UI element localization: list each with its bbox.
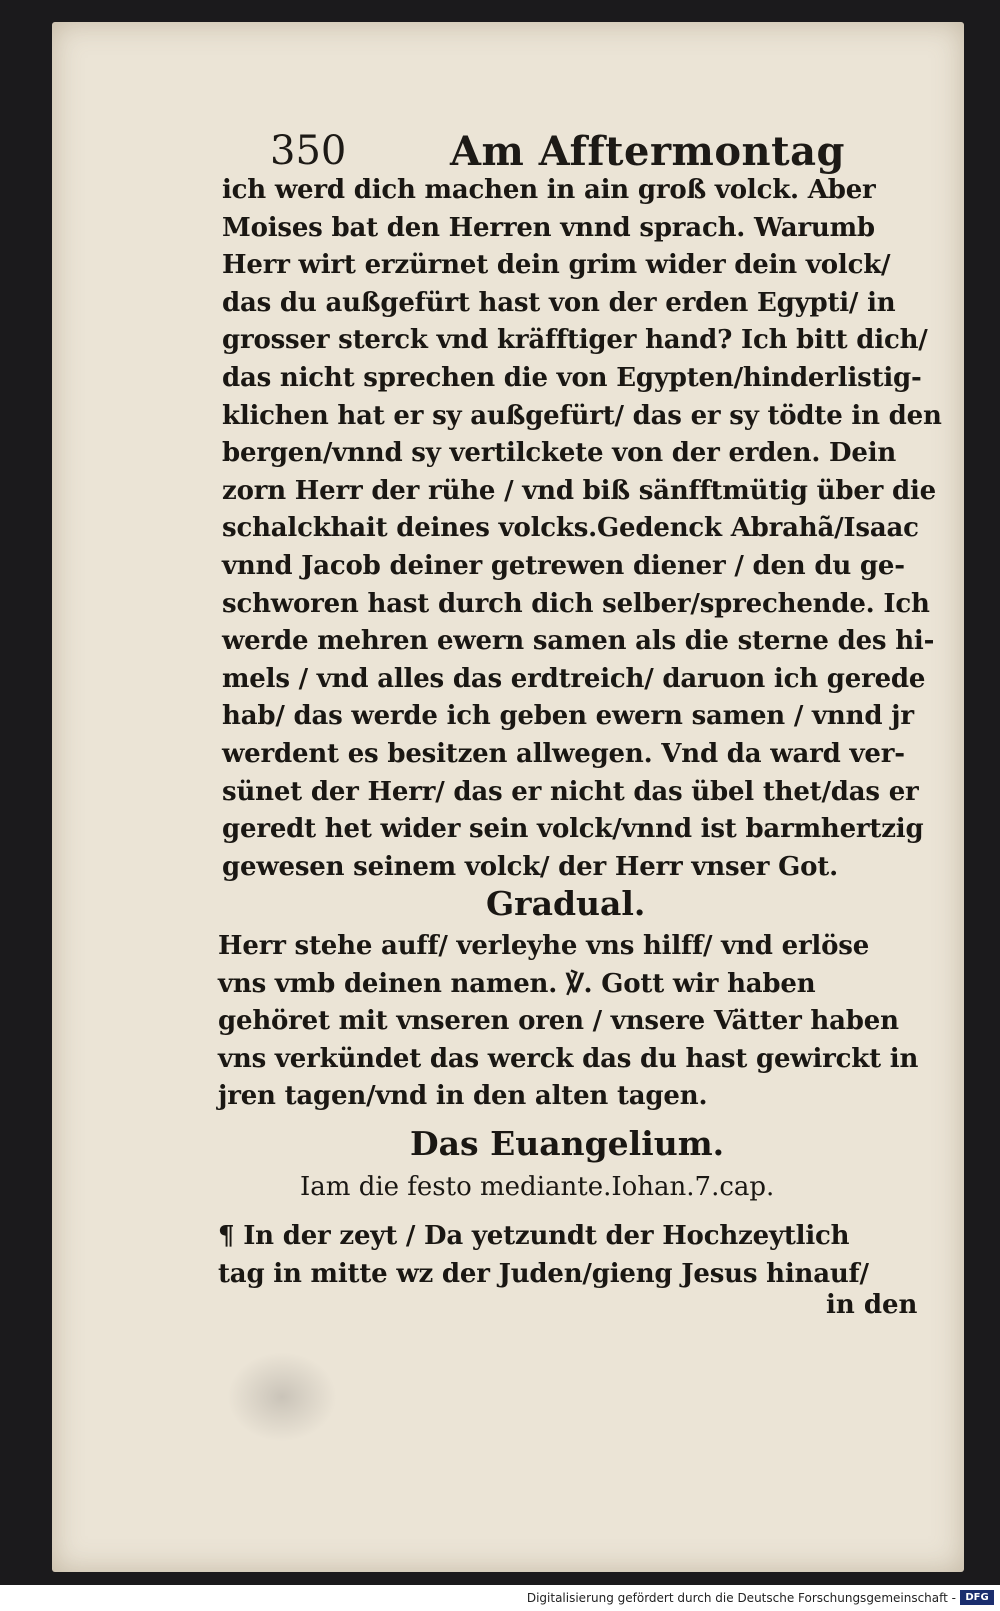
- text-line: tag in mitte wz der Juden/gieng Jesus hinauf/: [218, 1258, 869, 1289]
- funding-credit: Digitalisierung gefördert durch die Deutsche Forschungsgemeinschaft -: [526, 1591, 956, 1605]
- footer-bar: [0, 1585, 1000, 1611]
- text-line: bergen/vnnd sy vertilckete von der erden. Dein: [222, 438, 897, 469]
- text-line: Moises bat den Herren vnnd sprach. Warumb: [222, 212, 875, 243]
- text-line: grosser sterck vnd kräfftiger hand? Ich bitt dich/: [222, 325, 928, 356]
- text-line: Herr stehe auff/ verleyhe vns hilff/ vnd erlöse: [218, 931, 870, 961]
- dfg-logo-icon: DFG: [960, 1590, 994, 1605]
- text-line: das du außgefürt hast von der erden Egypti/ in: [222, 287, 896, 318]
- text-line: vnnd Jacob deiner getrewen diener / den du ge-: [222, 550, 905, 581]
- page-number: 350: [270, 128, 347, 174]
- gospel-heading: Das Euangelium.: [410, 1124, 725, 1163]
- text-line: mels / vnd alles das erdtreich/ daruon ich gerede: [222, 663, 926, 694]
- page-stain: [227, 1352, 337, 1442]
- text-line: klichen hat er sy außgefürt/ das er sy tödte in den: [222, 400, 942, 431]
- gospel-text-block: [218, 1218, 938, 1293]
- text-line: zorn Herr der rühe / vnd biß sänfftmütig über die: [222, 475, 937, 506]
- catchword: in den: [826, 1290, 918, 1320]
- text-line: werdent es besitzen allwegen. Vnd da ward ver-: [222, 738, 905, 769]
- gradual-heading: Gradual.: [486, 884, 646, 923]
- text-line: schworen hast durch dich selber/sprechende. Ich: [222, 588, 930, 619]
- text-line: Herr wirt erzürnet dein grim wider dein volck/: [222, 250, 891, 281]
- gradual-text-block: [218, 928, 938, 1116]
- text-line: geredt het wider sein volck/vnnd ist barmhertzig: [222, 814, 924, 845]
- text-line: ich werd dich machen in ain groß volck. Aber: [222, 175, 876, 205]
- main-text-block: [222, 172, 942, 886]
- text-line: jren tagen/vnd in den alten tagen.: [218, 1081, 708, 1112]
- text-line: das nicht sprechen die von Egypten/hinderlistig-: [222, 362, 922, 393]
- gospel-reference: Iam die festo mediante.Iohan.7.cap.: [300, 1172, 775, 1202]
- running-head: Am Afftermontag: [450, 128, 845, 175]
- text-line: ¶ In der zeyt / Da yetzundt der Hochzeytlich: [218, 1221, 850, 1251]
- text-line: vns verkündet das werck das du hast gewirckt in: [218, 1043, 919, 1074]
- text-line: gewesen seinem volck/ der Herr vnser Got.: [222, 851, 838, 882]
- text-line: schalckhait deines volcks.Gedenck Abrahã/Isaac: [222, 513, 919, 544]
- text-line: hab/ das werde ich geben ewern samen / vnnd jr: [222, 701, 914, 732]
- text-line: werde mehren ewern samen als die sterne des hi-: [222, 626, 935, 657]
- text-line: sünet der Herr/ das er nicht das übel thet/das er: [222, 776, 919, 807]
- text-line: vns vmb deinen namen. ℣. Gott wir haben: [218, 968, 816, 999]
- page-header: [270, 128, 970, 178]
- text-line: gehöret mit vnseren oren / vnsere Vätter haben: [218, 1006, 899, 1037]
